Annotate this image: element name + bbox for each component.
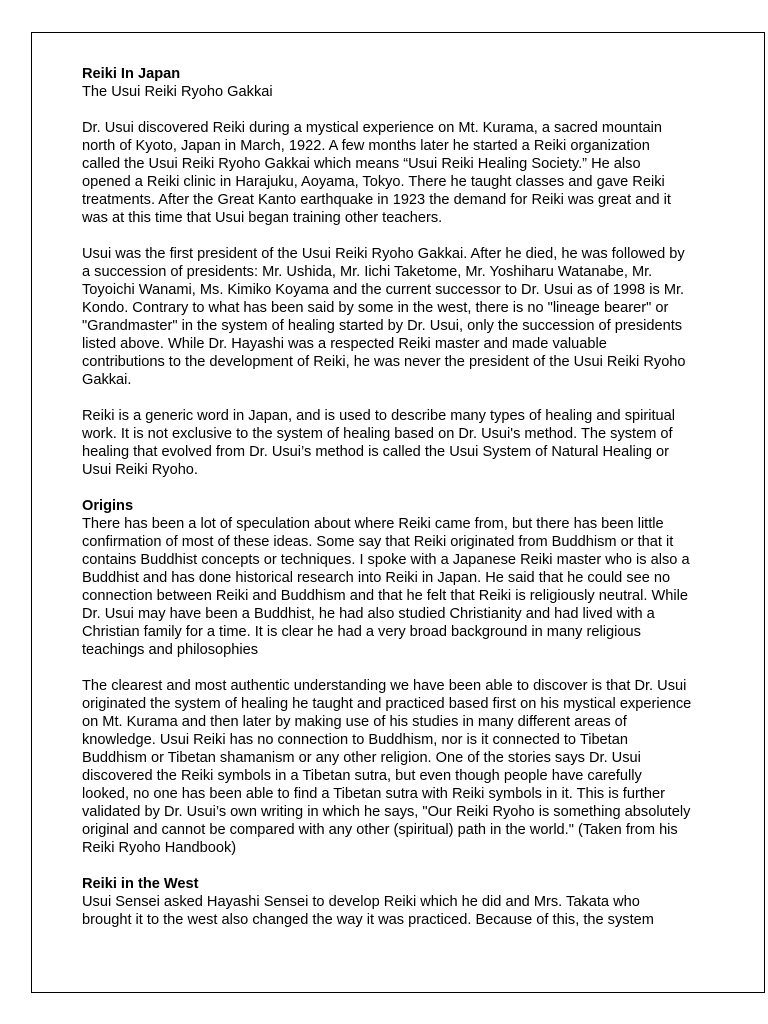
paragraph-spacer xyxy=(82,659,692,677)
section-heading-origins: Origins xyxy=(82,498,134,514)
section-heading-reiki-in-the-west: Reiki in the West xyxy=(82,876,199,892)
document-body xyxy=(82,65,692,929)
paragraph-spacer xyxy=(82,479,692,497)
paragraph: The clearest and most authentic understanding we have been able to discover is that Dr. Usui originated the system of healing he taught and practiced based first on his mystical experience on Mt. Kurama and then later by making use of his studies in many different areas of knowledge. Usui Reiki has no connection to Buddhism, nor is it connected to Tibetan Buddhism or Tibetan shamanism or any other religion. One of the stories says Dr. Usui discovered the Reiki symbols in a Tibetan sutra, but even though people have carefully looked, no one has been able to find a Tibetan sutra with Reiki symbols in it. This is further validated by Dr. Usui’s own writing in which he says, "Our Reiki Ryoho is something absolutely original and cannot be compared with any other (spiritual) path in the world." (Taken from his Reiki Ryoho Handbook) xyxy=(82,678,692,856)
paragraph-spacer xyxy=(82,389,692,407)
paragraph-spacer xyxy=(82,101,692,119)
paragraph: Usui Sensei asked Hayashi Sensei to develop Reiki which he did and Mrs. Takata who brought it to the west also changed the way it was practiced. Because of this, the system xyxy=(82,894,654,928)
document-page xyxy=(31,32,765,993)
paragraph-spacer xyxy=(82,857,692,875)
paragraph: Reiki is a generic word in Japan, and is used to describe many types of healing and spiritual work. It is not exclusive to the system of healing based on Dr. Usui's method. The system of healing that evolved from Dr. Usui’s method is called the Usui System of Natural Healing or Usui Reiki Ryoho. xyxy=(82,408,675,478)
paragraph: Dr. Usui discovered Reiki during a mystical experience on Mt. Kurama, a sacred mountain north of Kyoto, Japan in March, 1922. A few months later he started a Reiki organization called the Usui Reiki Ryoho Gakkai which means “Usui Reiki Healing Society.” He also opened a Reiki clinic in Harajuku, Aoyama, Tokyo. There he taught classes and gave Reiki treatments. After the Great Kanto earthquake in 1923 the demand for Reiki was great and it was at this time that Usui began training other teachers. xyxy=(82,120,671,226)
paragraph-spacer xyxy=(82,227,692,245)
paragraph: There has been a lot of speculation about where Reiki came from, but there has been little confirmation of most of these ideas. Some say that Reiki originated from Buddhism or that it contains Buddhist concepts or techniques. I spoke with a Japanese Reiki master who is also a Buddhist and has done historical research into Reiki in Japan. He said that he could see no connection between Reiki and Buddhism and that he felt that Reiki is religiously neutral. While Dr. Usui may have been a Buddhist, he had also studied Christianity and had lived with a Christian family for a time. It is clear he had a very broad background in many religious teachings and philosophies xyxy=(82,516,690,658)
paragraph: Usui was the first president of the Usui Reiki Ryoho Gakkai. After he died, he was followed by a succession of presidents: Mr. Ushida, Mr. Iichi Taketome, Mr. Yoshiharu Watanabe, Mr. Toyoichi Wanami, Ms. Kimiko Koyama and the current successor to Dr. Usui as of 1998 is Mr. Kondo. Contrary to what has been said by some in the west, there is no "lineage bearer" or "Grandmaster" in the system of healing started by Dr. Usui, only the succession of presidents listed above. While Dr. Hayashi was a respected Reiki master and made valuable contributions to the development of Reiki, he was never the president of the Usui Reiki Ryoho Gakkai. xyxy=(82,246,686,388)
section-heading-reiki-in-japan: Reiki In Japan xyxy=(82,66,181,82)
section-subtitle-usui-reiki-ryoho-gakkai: The Usui Reiki Ryoho Gakkai xyxy=(82,84,273,100)
